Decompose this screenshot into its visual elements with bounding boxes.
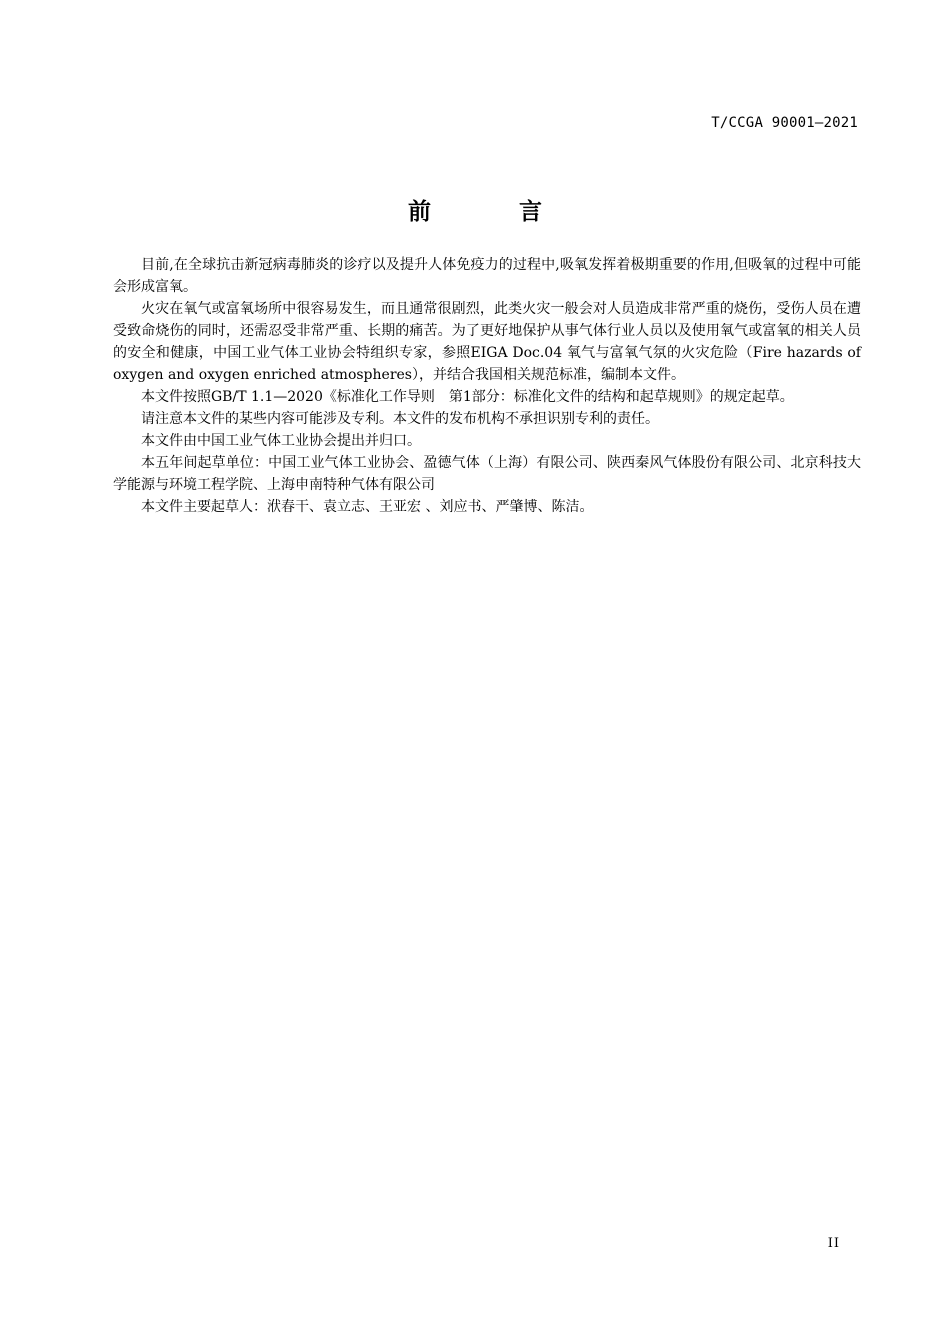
page-number: II xyxy=(827,1236,840,1251)
document-number: T/CCGA 90001—2021 xyxy=(711,115,858,131)
paragraph: 本五年间起草单位：中国工业气体工业协会、盈德气体（上海）有限公司、陕西秦风气体股份有限公司、北京科技大学能源与环境工程学院、上海申南特种气体有限公司 xyxy=(113,455,861,493)
foreword-body xyxy=(113,254,861,518)
paragraph: 目前,在全球抗击新冠病毒肺炎的诊疗以及提升人体免疫力的过程中,吸氧发挥着极期重要的作用,但吸氧的过程中可能会形成富氧。 xyxy=(113,257,861,295)
paragraph: 本文件主要起草人：洑春干、袁立志、王亚宏 、刘应书、严肇博、陈洁。 xyxy=(141,499,594,515)
paragraph: 火灾在氧气或富氧场所中很容易发生，而且通常很剧烈，此类火灾一般会对人员造成非常严重的烧伤，受伤人员在遭受致命烧伤的同时，还需忍受非常严重、长期的痛苦。为了更好地保护从事气体行业人员以及使用氧气或富氧的相关人员的安全和健康，中国工业气体工业协会特组织专家，参照EIGA Doc.04 氧气与富氧气氛的火灾危险（Fire hazards of oxygen and oxygen enriched atmospheres），并结合我国相关规范标准，编制本文件。 xyxy=(113,301,861,383)
paragraph: 本文件由中国工业气体工业协会提出并归口。 xyxy=(141,433,421,449)
page-title: 前 言 xyxy=(407,199,582,225)
paragraph: 请注意本文件的某些内容可能涉及专利。本文件的发布机构不承担识别专利的责任。 xyxy=(141,411,659,427)
paragraph: 本文件按照GB/T 1.1—2020《标准化工作导则 第1部分：标准化文件的结构和起草规则》的规定起草。 xyxy=(141,389,794,405)
